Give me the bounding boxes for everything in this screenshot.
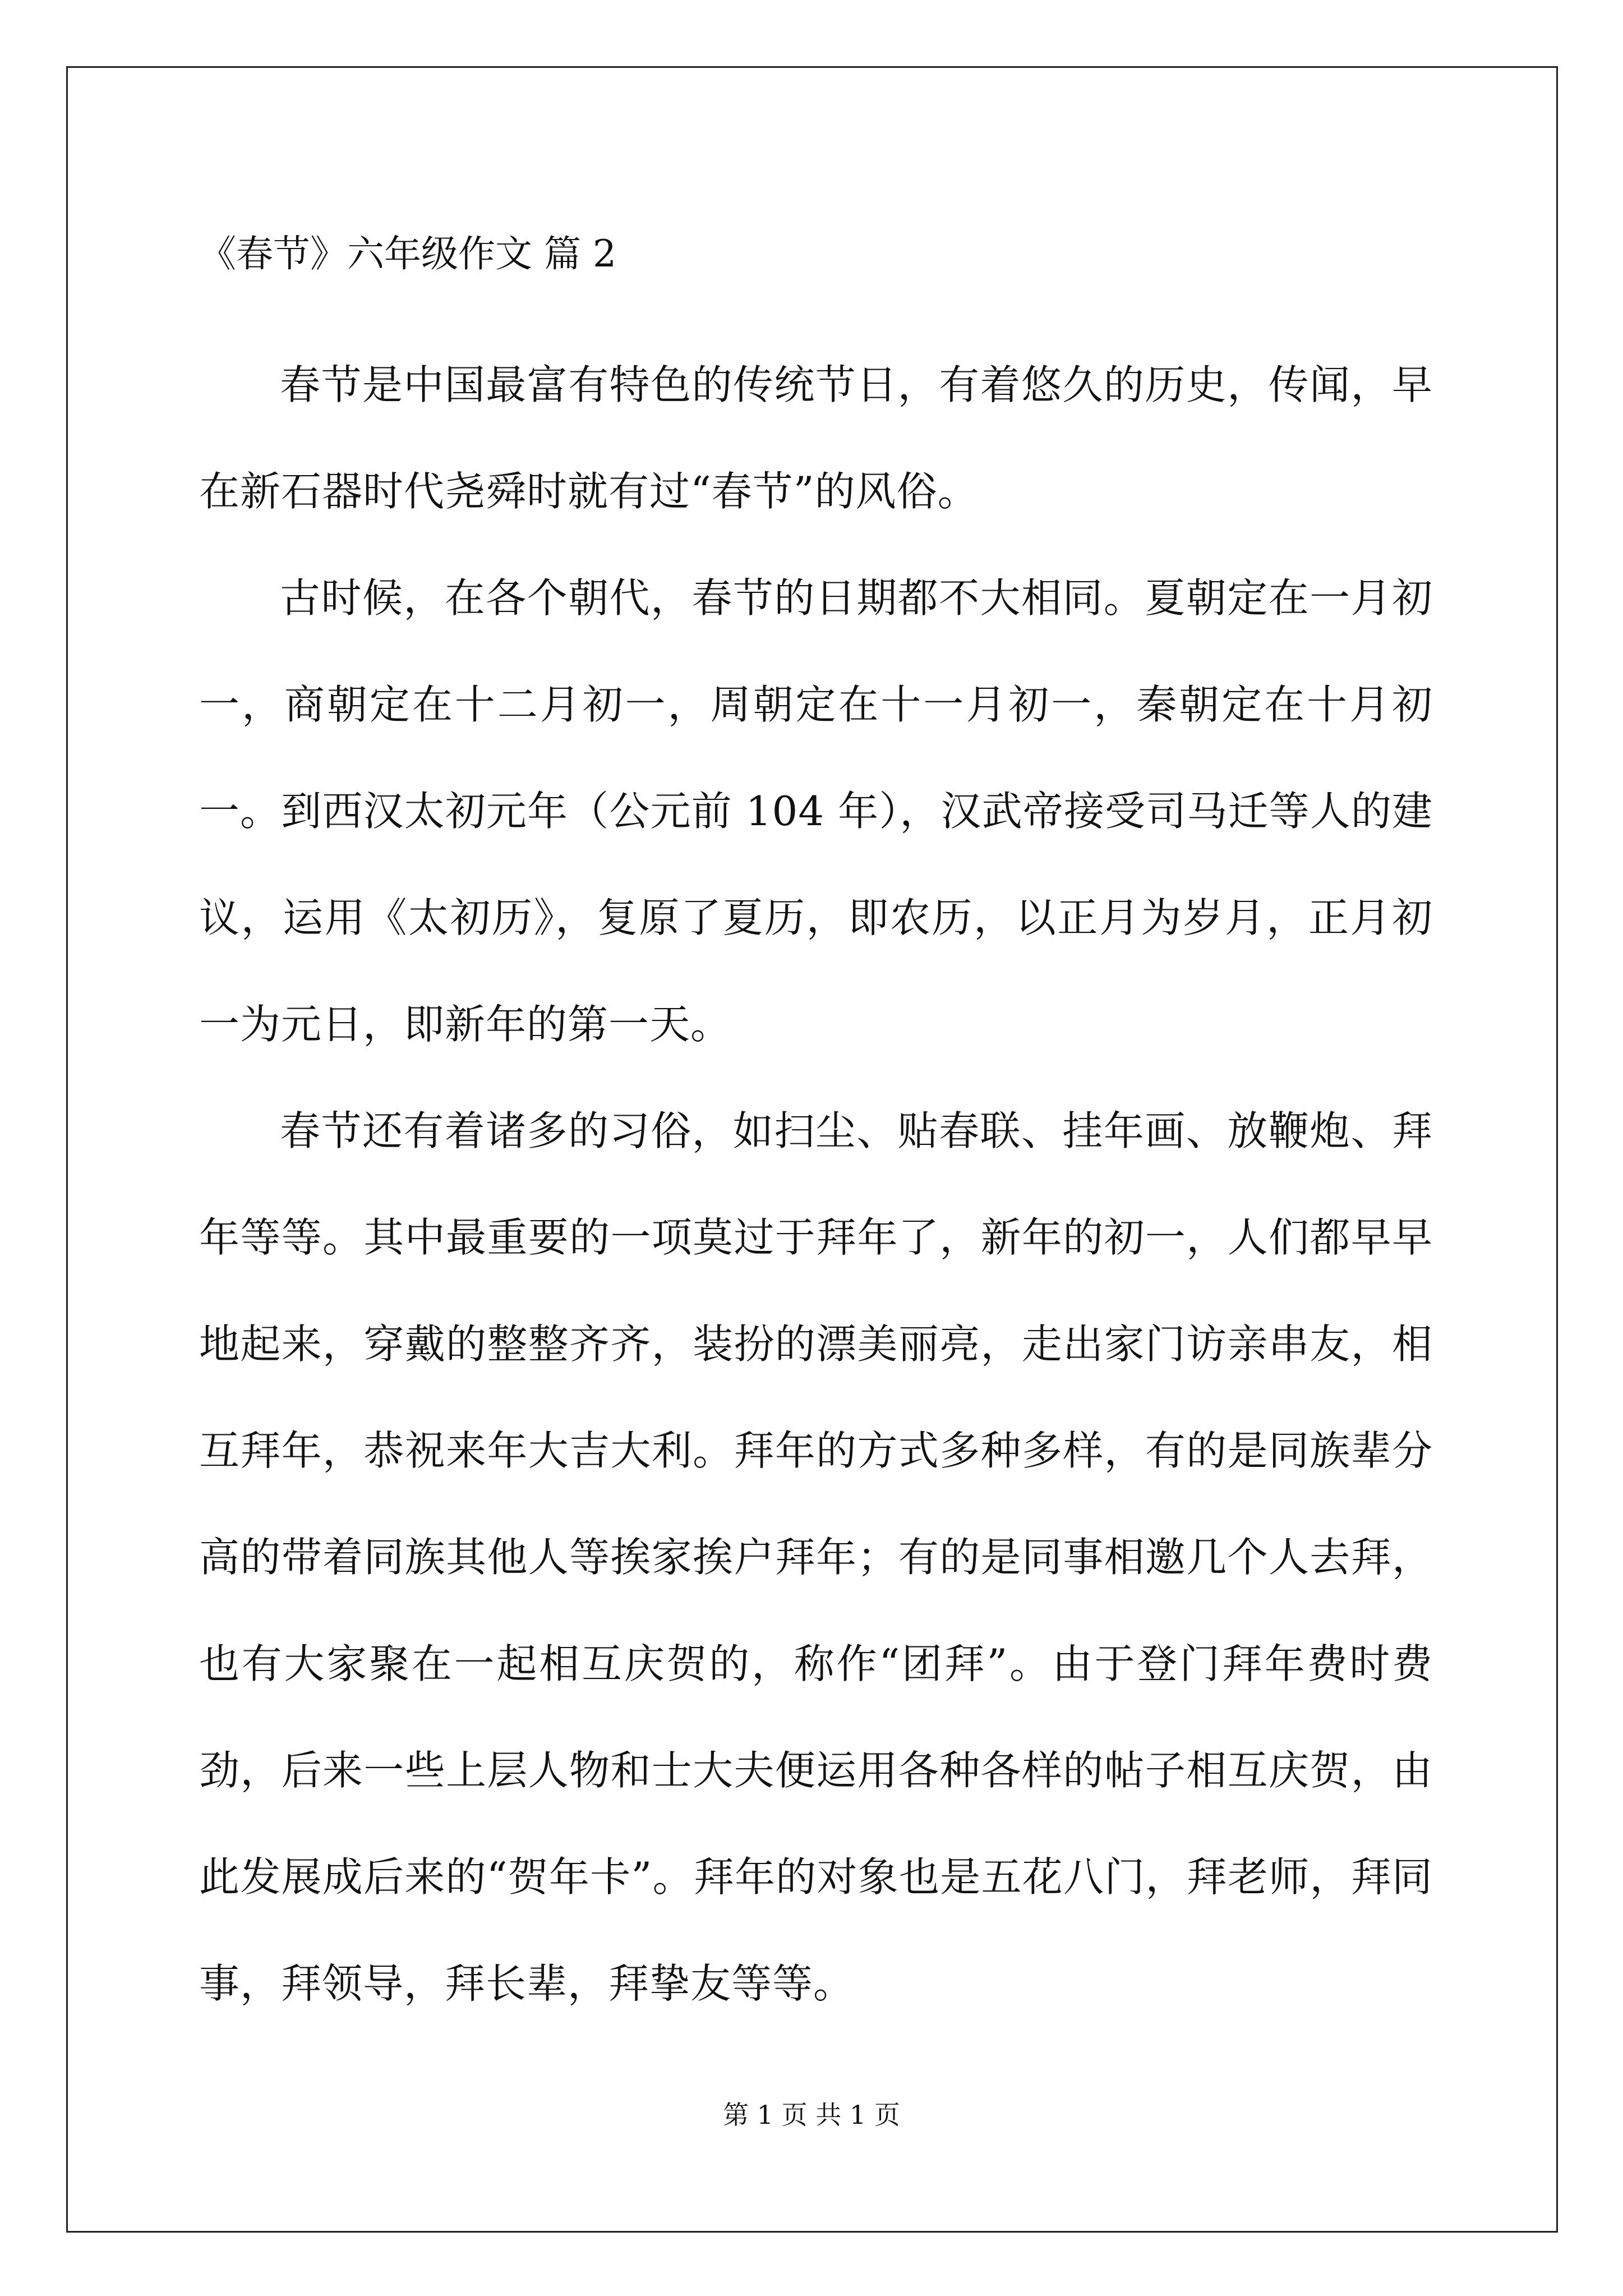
page-footer: 第 1 页 共 1 页 [723, 2100, 900, 2130]
paragraph-1: 春节是中国最富有特色的传统节日，有着悠久的历史，传闻，早在新石器时代尧舜时就有过“春节”的风俗。 [199, 361, 1433, 515]
paragraph-3: 春节还有着诸多的习俗，如扫尘、贴春联、挂年画、放鞭炮、拜年等等。其中最重要的一项莫过于拜年了，新年的初一，人们都早早地起来，穿戴的整整齐齐，装扮的漂美丽亮，走出家门访亲串友，相互拜年，恭祝来年大吉大利。拜年的方式多种多样，有的是同族辈分高的带着同族其他人等挨家挨户拜年；有的是同事相邀几个人去拜，也有大家聚在一起相互庆贺的，称作“团拜”。由于登门拜年费时费劲，后来一些上层人物和士大夫便运用各种各样的帖子相互庆贺，由此发展成后来的“贺年卡”。拜年的对象也是五花八门，拜老师，拜同事，拜领导，拜长辈，拜挚友等等。 [199, 1107, 1433, 2007]
document-title: 《春节》六年级作文 篇 2 [199, 232, 616, 275]
paragraph-2: 古时候，在各个朝代，春节的日期都不大相同。夏朝定在一月初一，商朝定在十二月初一，周朝定在十一月初一，秦朝定在十月初一。到西汉太初元年（公元前 104 年），汉武帝接受司马迁等人的建议，运用《太初历》，复原了夏历，即农历，以正月为岁月，正月初一为元日，即新年的第一天。 [199, 574, 1433, 1048]
document-body [199, 227, 1433, 2037]
